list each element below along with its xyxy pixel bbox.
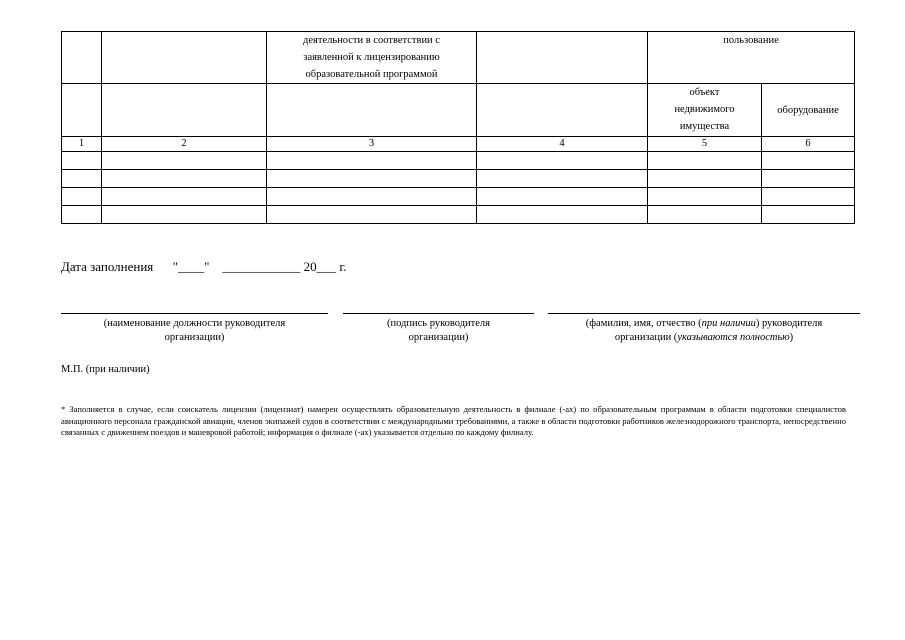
header-col3: деятельности в соответствии с заявленной к лицензированию образовательной программой [267, 32, 477, 84]
cell-empty [62, 32, 102, 84]
signature-position-label-2: организации) [164, 332, 225, 343]
stamp-place: М.П. (при наличии) [61, 364, 150, 375]
table-cell[interactable] [267, 152, 477, 170]
table-header-row-top [62, 32, 855, 84]
cell-empty [267, 84, 477, 137]
table-cell[interactable] [267, 206, 477, 224]
table-cell[interactable] [477, 206, 648, 224]
table-cell[interactable] [648, 170, 762, 188]
cell-empty [62, 84, 102, 137]
header-col6: оборудование [762, 84, 855, 137]
table-cell[interactable] [102, 152, 267, 170]
table-cell[interactable] [762, 170, 855, 188]
signature-fullname[interactable] [548, 313, 860, 345]
fill-date-line[interactable]: Дата заполнения "____" ____________ 20___ г. [61, 259, 347, 274]
fullname-text: (фамилия, имя, отчество ( [585, 318, 702, 329]
fullname-text: ) руководителя [755, 318, 823, 329]
header-col56: пользование [648, 32, 855, 84]
signature-sign-label-2: организации) [408, 332, 469, 343]
footnote: * Заполняется в случае, если соискатель лицензии (лицензиат) намерен осуществлять образовательную деятельность в филиале (-ах) по образовательным программам в области подготовки специалистов авиационного персонала гражданской авиации, членов экипажей судов в соответствии с международными требованиями, а также в области подготовки работников железнодорожного транспорта, непосредственно связанных с движением поездов и маневровой работой; информация о филиале (-ах) указывается отдельно по каждому филиалу. [61, 404, 846, 437]
cell-empty [102, 84, 267, 137]
col-number: 4 [477, 137, 648, 152]
signature-fullname-label-2 [548, 331, 860, 345]
col-number: 3 [267, 137, 477, 152]
table-cell[interactable] [102, 188, 267, 206]
table-cell[interactable] [648, 206, 762, 224]
table-cell[interactable] [762, 206, 855, 224]
signature-position-label: (наименование должности руководителя [103, 318, 286, 329]
table-cell[interactable] [762, 152, 855, 170]
table-cell[interactable] [477, 188, 648, 206]
table-cell[interactable] [102, 170, 267, 188]
col-number: 6 [762, 137, 855, 152]
fullname-text: организации ( [614, 332, 678, 343]
table-cell[interactable] [648, 188, 762, 206]
table-cell[interactable] [477, 170, 648, 188]
table-cell[interactable] [102, 206, 267, 224]
fullname-text: ) [789, 332, 794, 343]
table-cell[interactable] [477, 152, 648, 170]
table-cell[interactable] [648, 152, 762, 170]
fullname-italic: указываются полностью [677, 332, 790, 343]
cell-empty [477, 84, 648, 137]
table-header-row-sub [62, 84, 855, 137]
column-number-row [62, 137, 855, 152]
cell-empty [477, 32, 648, 84]
cell-empty [102, 32, 267, 84]
signature-sign-label: (подпись руководителя [386, 318, 490, 329]
table-cell[interactable] [267, 188, 477, 206]
signature-sign[interactable] [343, 313, 534, 345]
col-number: 2 [102, 137, 267, 152]
table-row [62, 206, 855, 224]
table-row [62, 170, 855, 188]
table-cell[interactable] [762, 188, 855, 206]
col-number: 1 [62, 137, 102, 152]
col-number: 5 [648, 137, 762, 152]
table-cell[interactable] [62, 206, 102, 224]
table-cell[interactable] [62, 188, 102, 206]
table-cell[interactable] [62, 152, 102, 170]
table-row [62, 188, 855, 206]
license-form-table [61, 31, 855, 224]
signature-position[interactable] [61, 313, 328, 345]
table-row [62, 152, 855, 170]
table-cell[interactable] [267, 170, 477, 188]
signature-fullname-label [548, 317, 860, 331]
table-cell[interactable] [62, 170, 102, 188]
fullname-italic: при наличии [701, 318, 756, 329]
header-col5: объект недвижимого имущества [648, 84, 762, 137]
